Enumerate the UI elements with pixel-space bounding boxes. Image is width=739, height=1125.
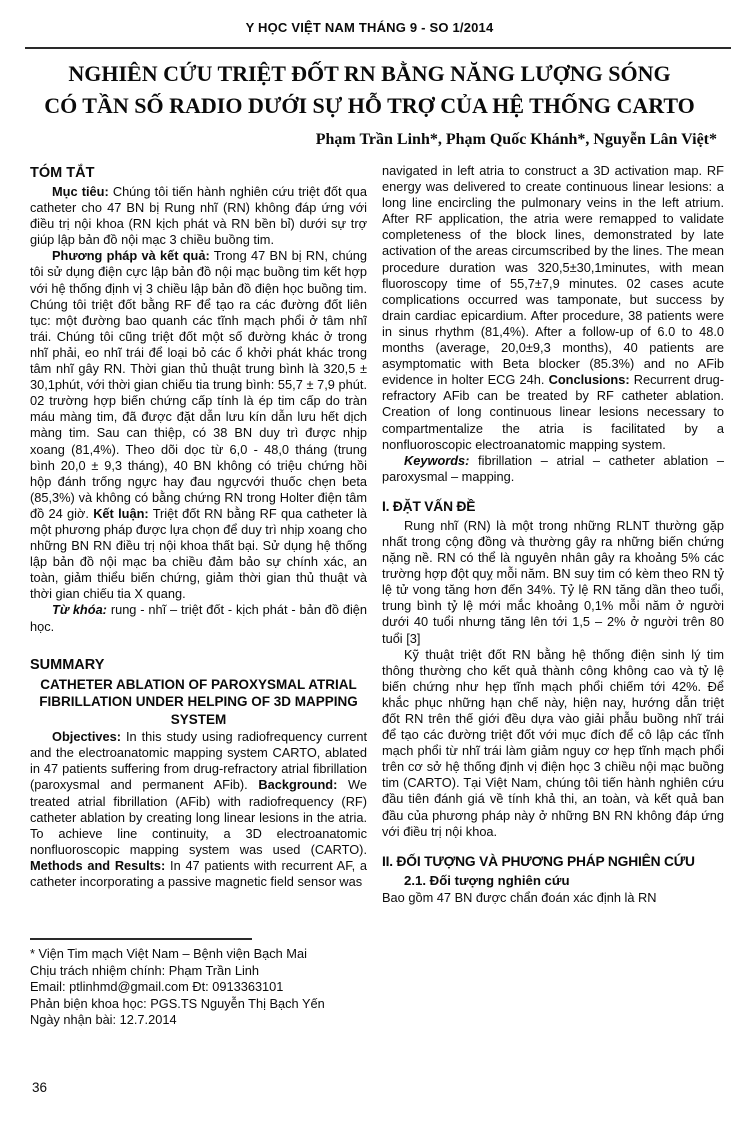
footnote-block [30, 938, 375, 1029]
en-objectives-text: In this study using radiofrequency current and the electroanatomic mapping system CARTO, ablated in 47 patients suffering from drug-refractory atrial fibrillation (paroxysmal and permanent AFib). [30, 729, 368, 793]
header-divider [25, 47, 731, 49]
keywords-label: Từ khóa: [52, 602, 107, 618]
en-objectives-label: Objectives: [52, 729, 121, 745]
article-title-line1: NGHIÊN CỨU TRIỆT ĐỐT RN BẰNG NĂNG LƯỢNG SÓNG [68, 61, 671, 86]
summary-english-title: CATHETER ABLATION OF PAROXYSMAL ATRIAL FIBRILLATION UNDER HELPING OF 3D MAPPING SYSTEM [39, 676, 358, 727]
journal-header: Y HỌC VIỆT NAM THÁNG 9 - SO 1/2014 [245, 20, 494, 35]
footnote-affiliation: * Viện Tim mạch Việt Nam – Bệnh viện Bạch Mai [30, 946, 307, 961]
objectives-label: Mục tiêu: [52, 184, 109, 199]
conclusion-label: Kết luận: [93, 505, 149, 521]
english-keywords-paragraph [382, 453, 724, 485]
conclusions-text: Recurrent drug-refractory AFib can be treated by RF catheter ablation. Creation of long continuous linear lesions necessary to compartmentalize the atria is facilitated by a nonfluoroscopic electroanatomic mapping system. [382, 372, 724, 452]
abstract-objectives-paragraph [30, 184, 367, 248]
section-2-1-paragraph: Bao gồm 47 BN được chẩn đoán xác định là RN [382, 889, 657, 905]
conclusion-text: Triệt đốt RN bằng RF qua catheter là một phương pháp được lựa chọn để duy trì nhịp xoang cho những BN RN điều trị nội khoa thất bại. Sử dụng hệ thống lập bản đồ nội mạc ba chiều đảm bảo sự chính xác, an toàn, giảm thiểu biến chứng, giảm thời gian thủ thuật và thời gian chiếu tia X quang. [30, 505, 368, 602]
footnote-responsible: Chịu trách nhiệm chính: Phạm Trần Linh [30, 962, 260, 978]
keywords-text: rung - nhĩ – triệt đốt - kịch phát - bản đồ điện học. [30, 602, 368, 634]
en-background-label: Background: [258, 777, 338, 793]
page-number: 36 [32, 1080, 48, 1095]
en-methods-label: Methods and Results: [30, 857, 166, 873]
section-2-1-heading: 2.1. Đối tượng nghiên cứu [404, 872, 570, 888]
summary-heading: SUMMARY [30, 656, 105, 673]
en-background-text: We treated atrial fibrillation (AFib) with radiofrequency (RF) catheter ablation by creating long linear lesions in the atria. To achieve line continuity, a 3D electroanatomic nonfluoroscopic mapping system was used (CARTO). [30, 777, 368, 857]
abstract-keywords-paragraph [30, 602, 367, 634]
methods-text: Trong 47 BN bị RN, chúng tôi sử dụng điện cực lập bản đồ nội mạc buồng tim kết hợp với hệ thống định vị 3 chiều lập bản đồ điện học buồng tim. Chúng tôi triệt đốt bằng RF để tạo ra các đường đốt liên tục: một đường bao quanh các tĩnh mạch phổi ở tâm nhĩ trái. Chúng tôi cũng triệt đốt một số đường khác ở trong nhĩ phải, eo nhĩ trái để loại bỏ các ổ khởi phát khác trong tâm nhĩ gây RN. Thời gian thủ thuật trung bình là 320,5 ± 30,1phút, với thời gian chiếu tia trung bình: 55,7 ± 7,9 phút. 02 trường hợp biến chứng cấp tính là ép tim cấp do tràn máu màng tim, đã được đặt dẫn lưu kín dẫn lưu hết dịch màng tim. Sau can thiệp, có 38 BN duy trì được nhịp xoang (81,4%). Theo dõi dọc từ 6,0 - 48,0 tháng (trung bình 20,0 ± 9,3 tháng), 40 BN không có triệu chứng hồi hộp đánh trống ngực hay đau ngựcvới thuốc chẹn beta (85,3%) và không có bằng chứng RN trong Holter điện tâm đồ 24 giờ. [30, 248, 368, 521]
abstract-heading: TÓM TẮT [30, 165, 95, 181]
section-1-heading: I. ĐẶT VẤN ĐỀ [382, 498, 476, 514]
left-column [30, 163, 367, 938]
footnote-divider [30, 938, 252, 940]
continuation-text: navigated in left atria to construct a 3D activation map. RF energy was delivered to create continuous linear lesions: a long line encircling the pulmonary veins in the left atrium. After RF application, the atria were remapped to validate completeness of the block lines, demonstrated by late activation of the areas circumscribed by the lines. The mean procedure duration was 320,5±30,1minutes, with mean fluoroscopy time of 55,7±7,9 minutes. 02 cases acute complications occurred was tamponate, but success by drain cardiac epicardium. After procedure, 38 patients were in sinus rhythm (81,4%). After a follow-up of 6.0 to 48.0 months (average, 20,0±9,3 months), 40 patients are asymptomatic with Beta blocker (85.3%) and no AFib evidence in holter ECG 24h. [382, 163, 724, 388]
footnote-email-phone: Email: ptlinhmd@gmail.com Đt: 0913363101 [30, 979, 284, 995]
en-keywords-label: Keywords: [404, 452, 470, 468]
abstract-methods-paragraph [30, 248, 367, 602]
article-title [10, 58, 729, 122]
right-column [382, 163, 724, 1125]
objectives-text: Chúng tôi tiến hành nghiên cứu triệt đốt qua catheter cho 47 BN bị Rung nhĩ (RN) không đáp ứng với điều trị nội khoa (RN kịch phát và RN bền bỉ) dưới sự trợ giúp lập bản đồ nội mạc 3 chiều buồng tim. [30, 184, 368, 248]
section-2-heading: II. ĐỐI TƯỢNG VÀ PHƯƠNG PHÁP NGHIÊN CỨU [382, 853, 695, 869]
summary-continuation-paragraph [382, 163, 724, 453]
article-title-line2: CÓ TẦN SỐ RADIO DƯỚI SỰ HỖ TRỢ CỦA HỆ THỐNG CARTO [44, 93, 695, 118]
footnote-reviewer: Phản biện khoa học: PGS.TS Nguyễn Thị Bạch Yến [30, 995, 325, 1011]
summary-paragraph [30, 729, 367, 890]
footnote-received-date: Ngày nhận bài: 12.7.2014 [30, 1012, 177, 1028]
methods-label: Phương pháp và kết quả: [52, 248, 210, 264]
conclusions-label: Conclusions: [548, 372, 630, 388]
intro-paragraph-2: Kỹ thuật triệt đốt RN bằng hệ thống điện sinh lý tim thông thường cho kết quả thành công không cao và tỷ lệ biến chứng như hẹp tĩnh mạch phổi chiếm tới 42%. Để khắc phục những hạn chế này, hiện nay, hướng dẫn triệt đốt RN trên thế giới đều dựa vào giải phẫu buồng nhĩ trái để tạo các đường triệt đốt với mục đích để cô lập các tĩnh mạch phổi từ nhĩ trái làm giảm nguy cơ hẹp tĩnh mạch phổi trên cơ sở hệ thống định vị điện học 3 chiều nội mạc buồng tim (CARTO). Tại Việt Nam, chúng tôi tiến hành nghiên cứu đầu tiên đánh giá về tính khả thi, an toàn, và kết quả ban đầu của phương pháp này ở những BN RN không đáp ứng với điều trị nội khoa. [382, 646, 724, 839]
intro-paragraph-1: Rung nhĩ (RN) là một trong những RLNT thường gặp nhất trong cộng đồng và thường gây ra những biến chứng nặng nề. RN có thể là nguyên nhân gây ra khoảng 5% các trường hợp đột quỵ mỗi năm. BN suy tim có kèm theo RN tỷ lệ tử vong tăng hơn đến 34%. Tỷ lệ RN tăng dần theo tuổi, trung bình tỷ lệ mới mắc khoảng 0,1% mỗi năm ở người dưới 40 tuổi nhưng tăng lên tới 1,5 – 2% ở người trên 80 tuổi [3] [382, 517, 724, 646]
en-keywords-text: fibrillation – atrial – catheter ablation – paroxysmal – mapping. [382, 452, 724, 484]
en-methods-text: In 47 patients with recurrent AF, a catheter incorporating a passive magnetic field sensor was [30, 857, 368, 889]
authors-line: Phạm Trần Linh*, Phạm Quốc Khánh*, Nguyễn Lân Việt* [315, 131, 717, 148]
